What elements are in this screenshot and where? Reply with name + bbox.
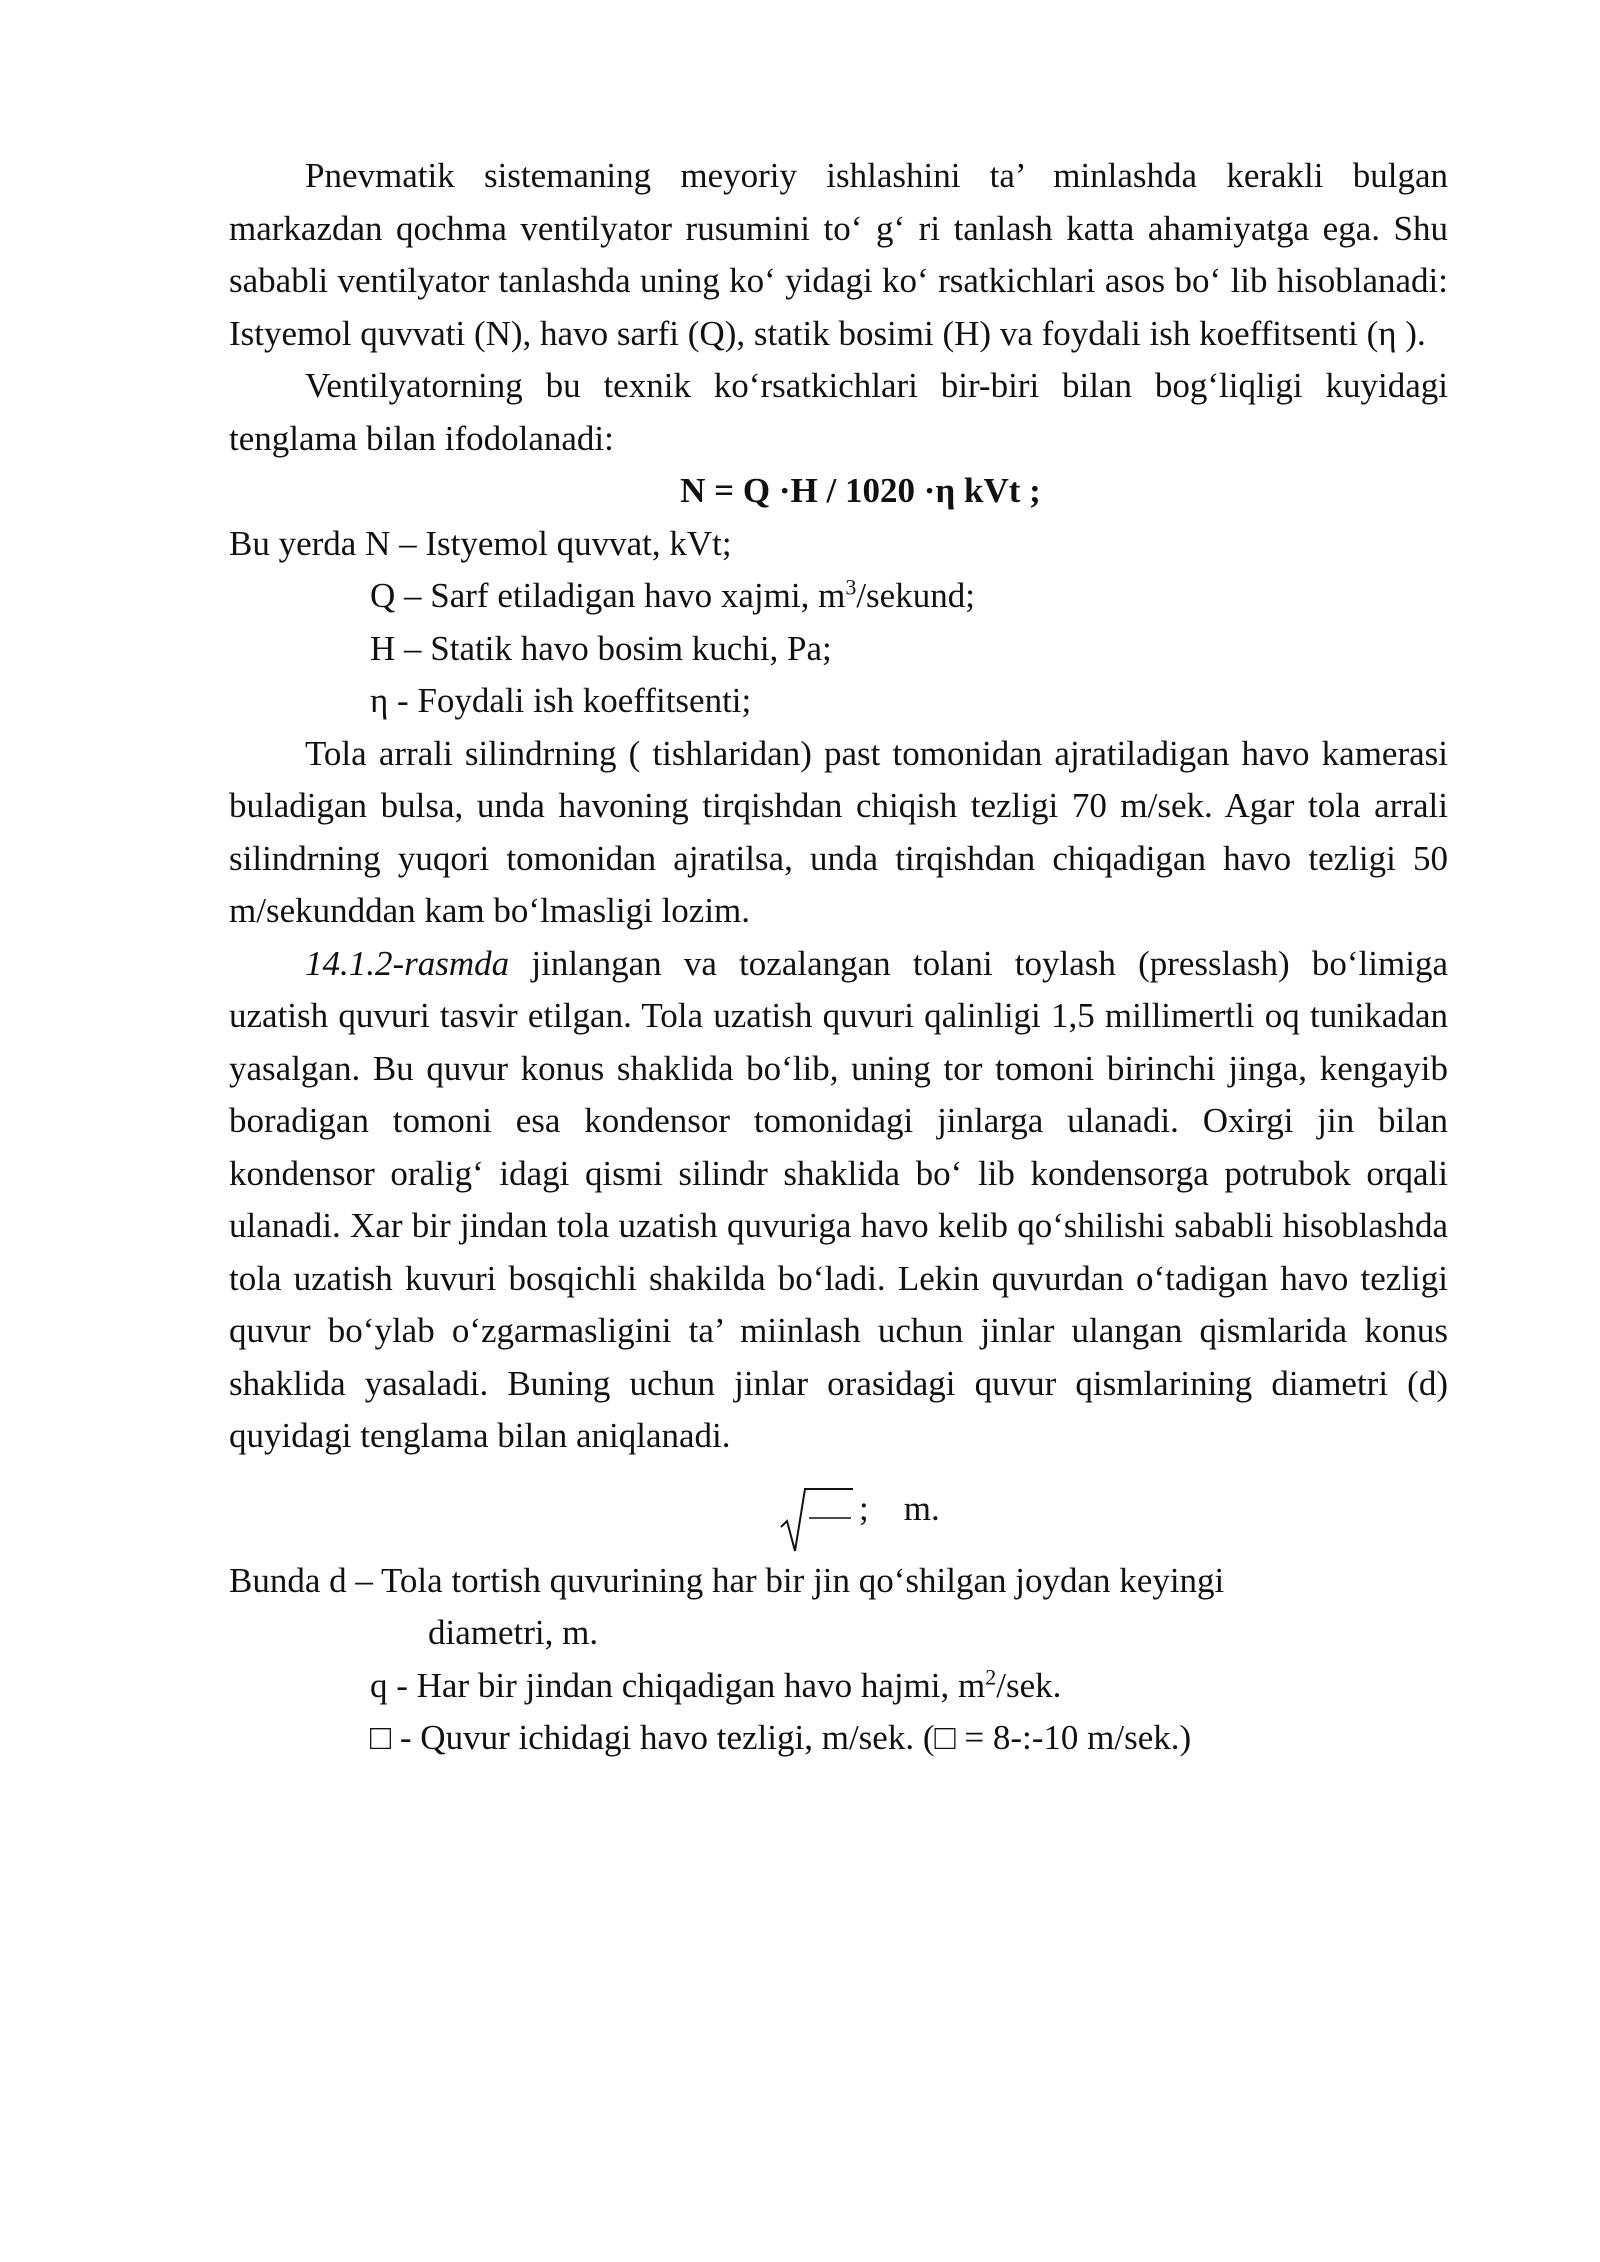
definition-small-q [229, 1660, 1448, 1713]
diameter-formula-suffix: ; m. [859, 1488, 940, 1528]
definition-eta: η - Foydali ish koeffitsenti; [370, 681, 752, 720]
power-formula: N = Q ·H / 1020 ·η kVt ; [680, 471, 1041, 510]
diameter-formula [229, 1463, 1448, 1555]
definition-q [229, 570, 1448, 623]
paragraph-3: Tola arrali silindrning ( tishlaridan) past tomonidan ajratiladigan havo kamerasi buladigan bulsa, unda havoning tirqishdan chiqish tezligi 70 m/sek. Agar tola arrali silindrning yuqori tomonidan ajratilsa, unda tirqishdan chiqadigan havo tezligi 50 m/sekunddan kam boʻlmasligi lozim. [229, 733, 1448, 930]
definition-q-text: Q – Sarf etiladigan havo xajmi, m [370, 576, 846, 615]
definition-small-q-text: q - Har bir jindan chiqadigan havo hajmi, m [370, 1665, 986, 1705]
definitions2-lead-continuation: diametri, m. [428, 1613, 599, 1652]
definition-small-q-exponent: 2 [985, 1663, 997, 1689]
document-body [229, 150, 1448, 1765]
paragraph-4 [229, 938, 1448, 1463]
definition-small-q-unit: /sek. [996, 1665, 1062, 1705]
definitions-lead: Bu yerda N – Istyemol quvvat, kVt; [229, 523, 732, 563]
definition-h: H – Statik havo bosim kuchi, Pa; [370, 628, 832, 668]
figure-reference: 14.1.2-rasmda [305, 943, 510, 983]
definitions2-lead: Bunda d – Tola tortish quvurining har bir jin qoʻshilgan joydan keyingi [229, 1560, 1225, 1600]
definition-q-exponent: 3 [845, 574, 857, 600]
definition-velocity: □ - Quvur ichidagi havo tezligi, m/sek. (□ = 8-:-10 m/sek.) [370, 1718, 1192, 1757]
paragraph-1: Pnevmatik sistemaning meyoriy ishlashini ta’ minlashda kerakli bulgan markazdan qochma ventilyator rusumini to‘ g‘ ri tanlash katta ahamiyatga ega. Shu sababli ventilyator tanlashda uning ko‘ yidagi ko‘ rsatkichlari asos bo‘ lib hisoblanadi: Istyemol quvvati (N), havo sarfi (Q), statik bosimi (H) va foydali ish koeffitsenti (η ). [229, 156, 1448, 353]
paragraph-2: Ventilyatorning bu texnik ko‘rsatkichlari bir-biri bilan bog‘liqligi kuyidagi tenglama bilan ifodolanadi: [229, 366, 1448, 458]
paragraph-4-text: jinlangan va tozalangan tolani toylash (presslash) boʻlimiga uzatish quvuri tasvir etilgan. Tola uzatish quvuri qalinligi 1,5 millimertli oq tunikadan yasalgan. Bu quvur konus shaklida boʻlib, uning tor tomoni birinchi jinga, kengayib boradigan tomoni esa kondensor tomonidagi jinlarga ulanadi. Oxirgi jin bilan kondensor oralig‘ idagi qismi silindr shaklida bo‘ lib kondensorga potrubok orqali ulanadi. Xar bir jindan tola uzatish quvuriga havo kelib qoʻshilishi sababli hisoblashda tola uzatish kuvuri bosqichli shakilda bo‘ladi. Lekin quvurdan o‘tadigan havo tezligi quvur bo‘ylab o‘zgarmasligini ta’ miinlash uchun jinlar ulangan qismlarida konus shaklida yasaladi. Buning uchun jinlar orasidagi quvur qismlarining diametri (d) quyidagi tenglama bilan aniqlanadi. [229, 943, 1448, 1455]
square-root-icon [779, 1485, 859, 1553]
definition-q-unit: /sekund; [856, 576, 975, 615]
